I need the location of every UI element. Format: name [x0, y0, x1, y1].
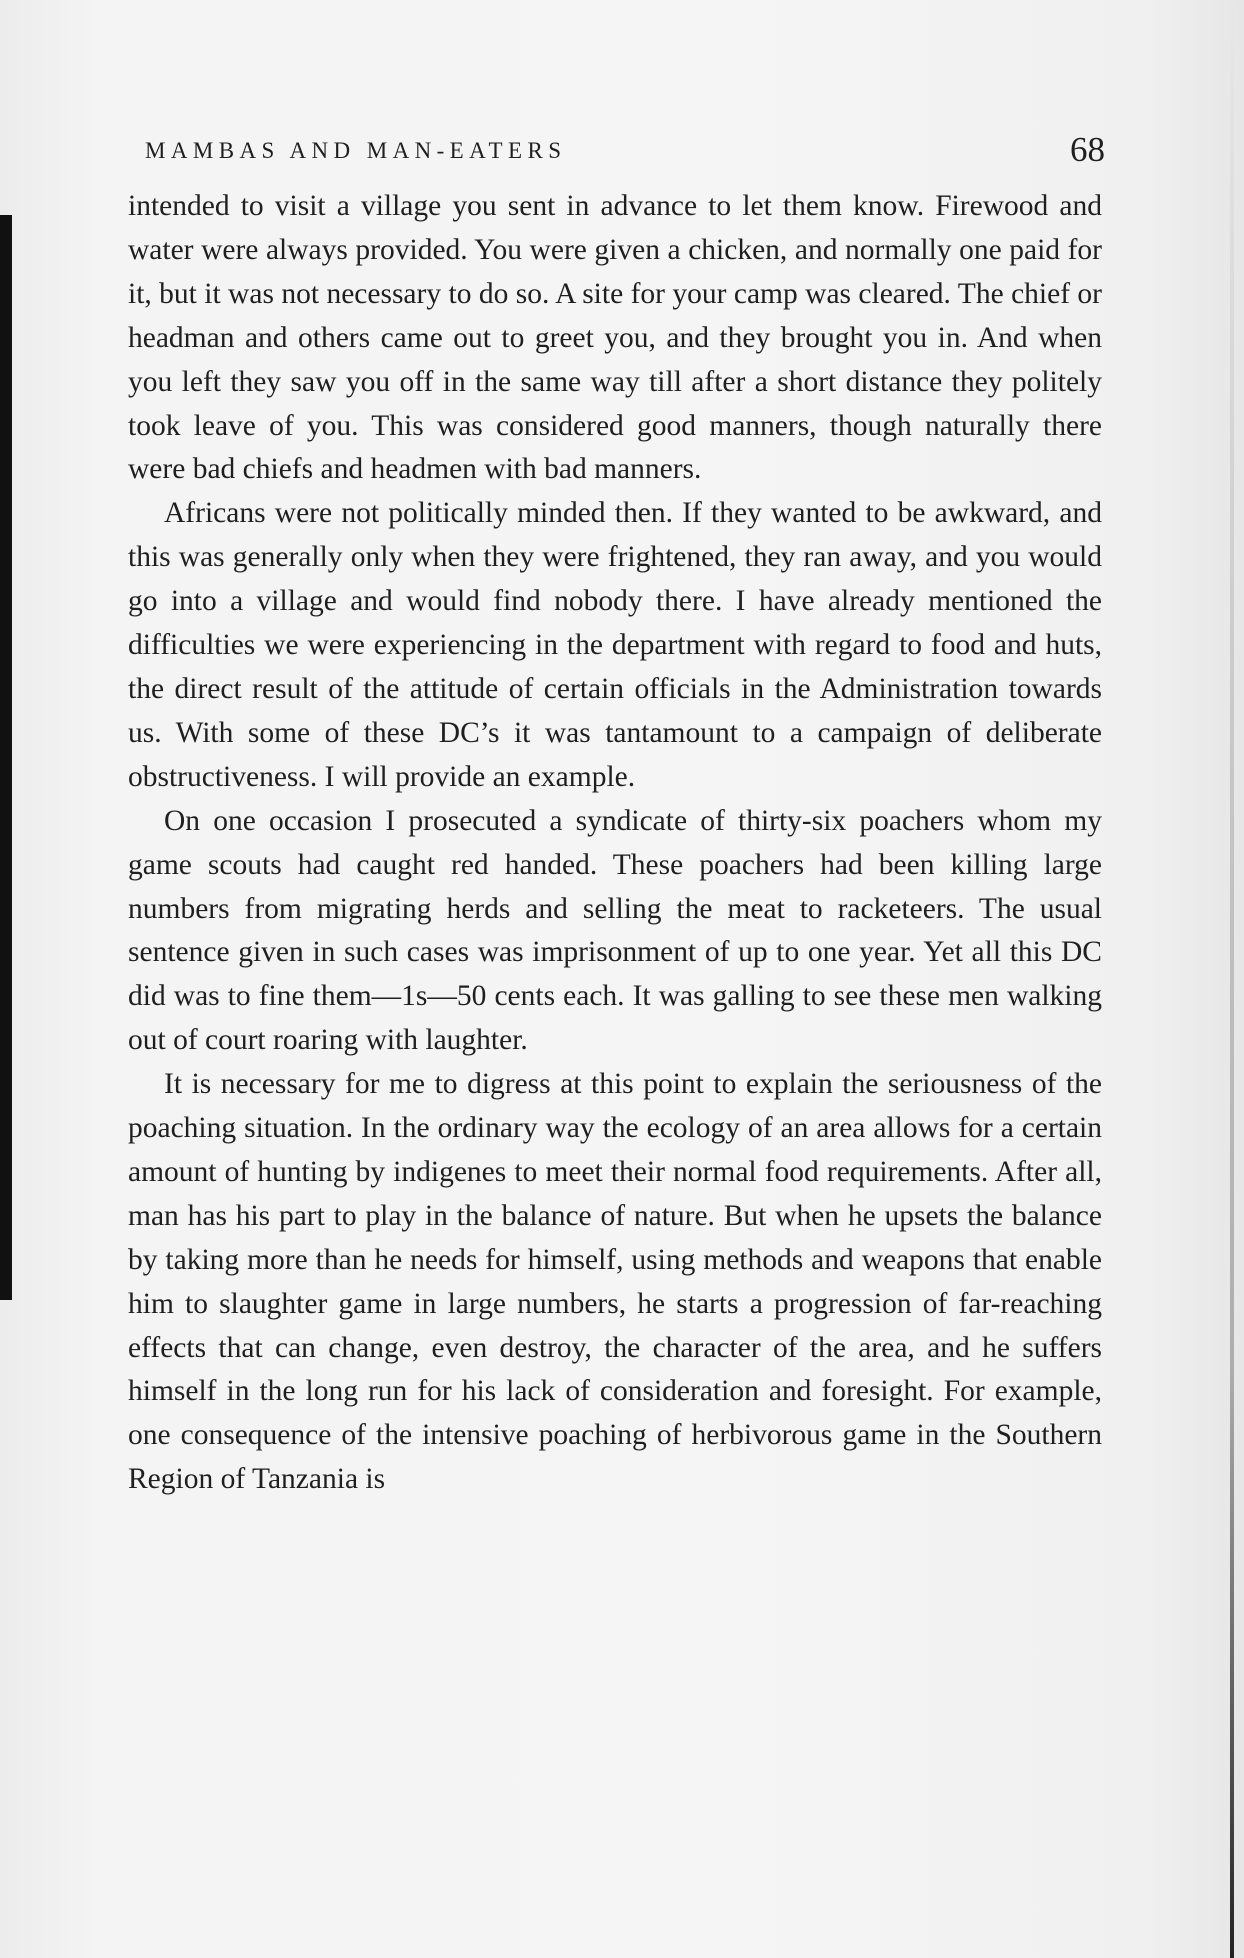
paragraph: It is necessary for me to digress at this point to explain the seriousness of the poaching situation. In the ordinary way the ecology of an area allows for a certain amount of hunting by indigenes to meet their normal food requirements. After all, man has his part to play in the balance of nature. But when he upsets the balance by taking more than he needs for himself, using methods and weapons that enable him to slaughter game in large numbers, he starts a progression of far-reaching effects that can change, even destroy, the character of the area, and he suffers himself in the long run for his lack of consideration and foresight. For example, one consequence of the intensive poaching of herbivorous game in the Southern Region of Tanzania is: [128, 1068, 1102, 1496]
running-title: MAMBAS AND MAN-EATERS: [145, 138, 567, 163]
body-text: [128, 185, 1102, 1730]
left-edge-shadow: [0, 215, 12, 1300]
paragraph: Africans were not politically minded then. If they wanted to be awkward, and this was generally only when they were frightened, they ran away, and you would go into a village and would find nobody there. I have already mentioned the difficulties we were experiencing in the department with regard to food and huts, the direct result of the attitude of certain officials in the Administration towards us. With some of these DC’s it was tantamount to a campaign of deliberate obstructiveness. I will provide an example.: [128, 497, 1102, 793]
page-number: 68: [1070, 130, 1105, 169]
paragraph-continued: intended to visit a village you sent in advance to let them know. Firewood and water were always provided. You were given a chicken, and normally one paid for it, but it was not necessary to do so. A site for your camp was cleared. The chief or headman and others came out to greet you, and they brought you in. And when you left they saw you off in the same way till after a short distance they politely took leave of you. This was considered good manners, though naturally there were bad chiefs and headmen with bad manners.: [128, 190, 1102, 486]
right-edge-shadow: [1230, 0, 1234, 1958]
running-header: [145, 132, 1105, 172]
paragraph: On one occasion I prosecuted a syndicate of thirty-six poachers whom my game scouts had caught red handed. These poachers had been killing large numbers from migrating herds and selling the meat to racketeers. The usual sentence given in such cases was imprisonment of up to one year. Yet all this DC did was to fine them—1s—50 cents each. It was galling to see these men walking out of court roaring with laughter.: [128, 804, 1102, 1057]
